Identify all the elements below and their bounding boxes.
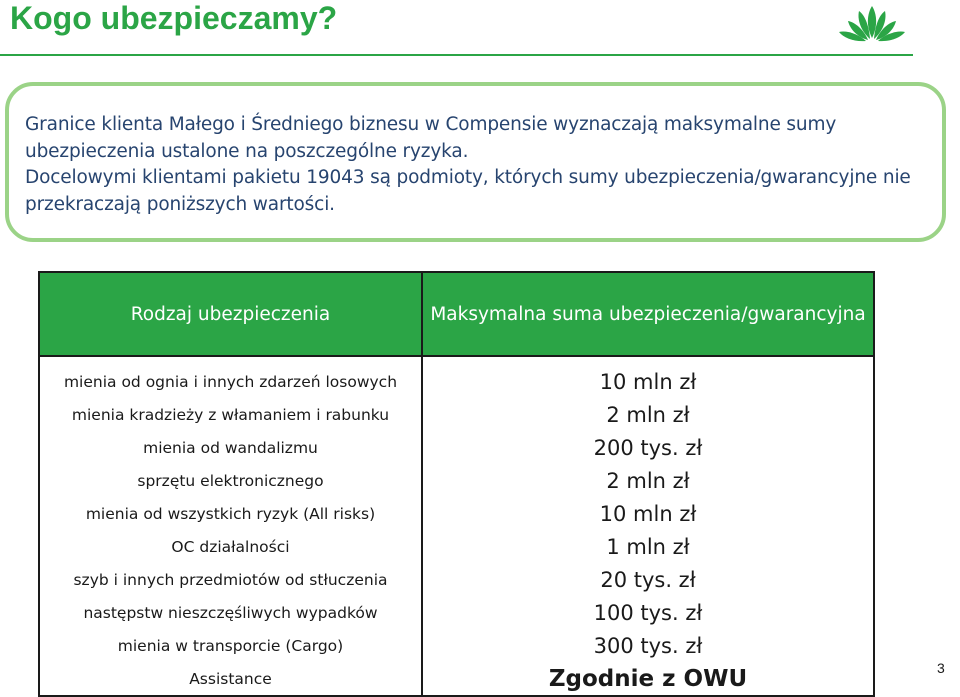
- insurance-type-cell: następstw nieszczęśliwych wypadków: [39, 596, 422, 629]
- leaf-logo-icon: [837, 4, 907, 44]
- header-max-sum: Maksymalna suma ubezpieczenia/gwarancyjna: [422, 272, 874, 356]
- table-row: [39, 563, 874, 596]
- max-sum-cell: 20 tys. zł: [422, 563, 874, 596]
- table-row: [39, 629, 874, 662]
- max-sum-cell: Zgodnie z OWU: [422, 662, 874, 696]
- insurance-type-cell: OC działalności: [39, 530, 422, 563]
- insurance-limits-table: [38, 271, 875, 697]
- table-row: [39, 530, 874, 563]
- page-number: 3: [937, 660, 945, 676]
- table-row: [39, 398, 874, 431]
- max-sum-cell: 300 tys. zł: [422, 629, 874, 662]
- table-row: [39, 497, 874, 530]
- table-row: [39, 431, 874, 464]
- table-row: [39, 356, 874, 398]
- table-row: [39, 662, 874, 696]
- insurance-type-cell: sprzętu elektronicznego: [39, 464, 422, 497]
- header-insurance-type: Rodzaj ubezpieczenia: [39, 272, 422, 356]
- insurance-type-cell: szyb i innych przedmiotów od stłuczenia: [39, 563, 422, 596]
- info-line-4: przekraczają poniższych wartości.: [25, 193, 335, 215]
- info-line-1: Granice klienta Małego i Średniego biznesu w Compensie wyznaczają maksymalne sumy: [25, 114, 837, 135]
- info-line-2: ubezpieczenia ustalone na poszczególne ryzyka.: [25, 140, 469, 162]
- table-row: [39, 464, 874, 497]
- insurance-type-cell: mienia w transporcie (Cargo): [39, 629, 422, 662]
- title-divider: [0, 54, 913, 56]
- info-line-3: Docelowymi klientami pakietu 19043 są podmioty, których sumy ubezpieczenia/gwarancyjne nie: [25, 167, 911, 188]
- max-sum-cell: 2 mln zł: [422, 464, 874, 497]
- insurance-type-cell: Assistance: [39, 662, 422, 696]
- table-header-row: [39, 272, 874, 356]
- table-row: [39, 596, 874, 629]
- insurance-type-cell: mienia od wszystkich ryzyk (All risks): [39, 497, 422, 530]
- max-sum-cell: 10 mln zł: [422, 497, 874, 530]
- insurance-type-cell: mienia kradzieży z włamaniem i rabunku: [39, 398, 422, 431]
- max-sum-cell: 10 mln zł: [422, 356, 874, 398]
- insurance-type-cell: mienia od ognia i innych zdarzeń losowych: [39, 356, 422, 398]
- max-sum-cell: 100 tys. zł: [422, 596, 874, 629]
- info-text: [25, 112, 935, 218]
- max-sum-cell: 200 tys. zł: [422, 431, 874, 464]
- page-title: Kogo ubezpieczamy?: [10, 0, 338, 36]
- max-sum-cell: 1 mln zł: [422, 530, 874, 563]
- max-sum-cell: 2 mln zł: [422, 398, 874, 431]
- insurance-type-cell: mienia od wandalizmu: [39, 431, 422, 464]
